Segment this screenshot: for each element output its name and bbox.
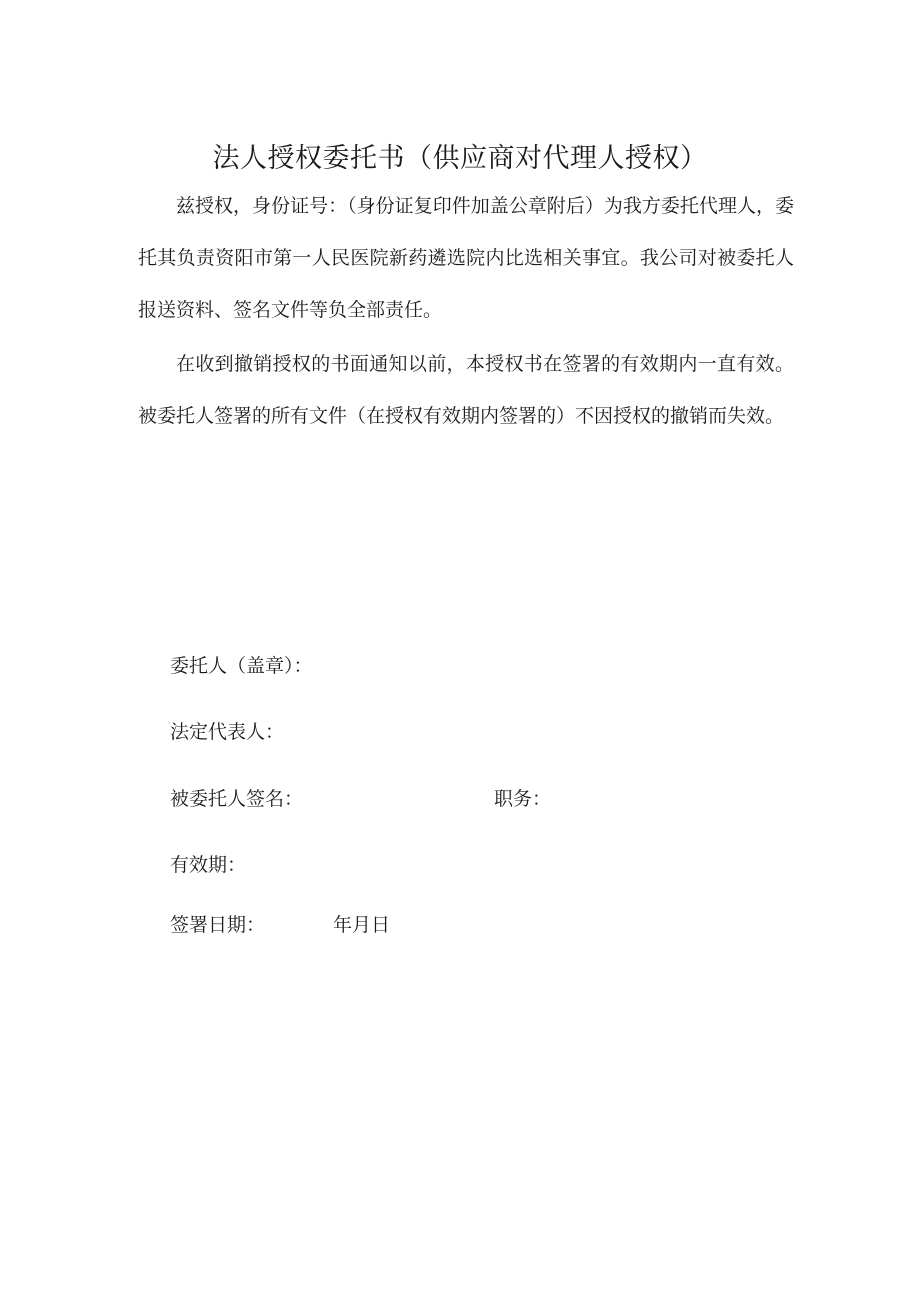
position-label: 职务：	[494, 788, 552, 810]
validity-period-label: 有效期：	[170, 854, 247, 876]
authorization-paragraph: 兹授权，身份证号：（身份证复印件加盖公章附后）为我方委托代理人，委托其负责资阳市第一人民医院新药遴选院内比选相关事宜。我公司对被委托人报送资料、签名文件等负全部责任。	[138, 195, 794, 321]
agent-signature-label: 被委托人签名：	[170, 788, 304, 810]
date-placeholder: 年月日	[333, 914, 391, 936]
principal-seal-label: 委托人（盖章）：	[170, 655, 313, 677]
sign-date-label: 签署日期：	[170, 914, 266, 936]
legal-representative-label: 法定代表人：	[170, 721, 285, 743]
validity-paragraph: 在收到撤销授权的书面通知以前，本授权书在签署的有效期内一直有效。被委托人签署的所有文件（在授权有效期内签署的）不因授权的撤销而失效。	[138, 353, 794, 427]
document-title: 法人授权委托书（供应商对代理人授权）	[212, 143, 708, 175]
